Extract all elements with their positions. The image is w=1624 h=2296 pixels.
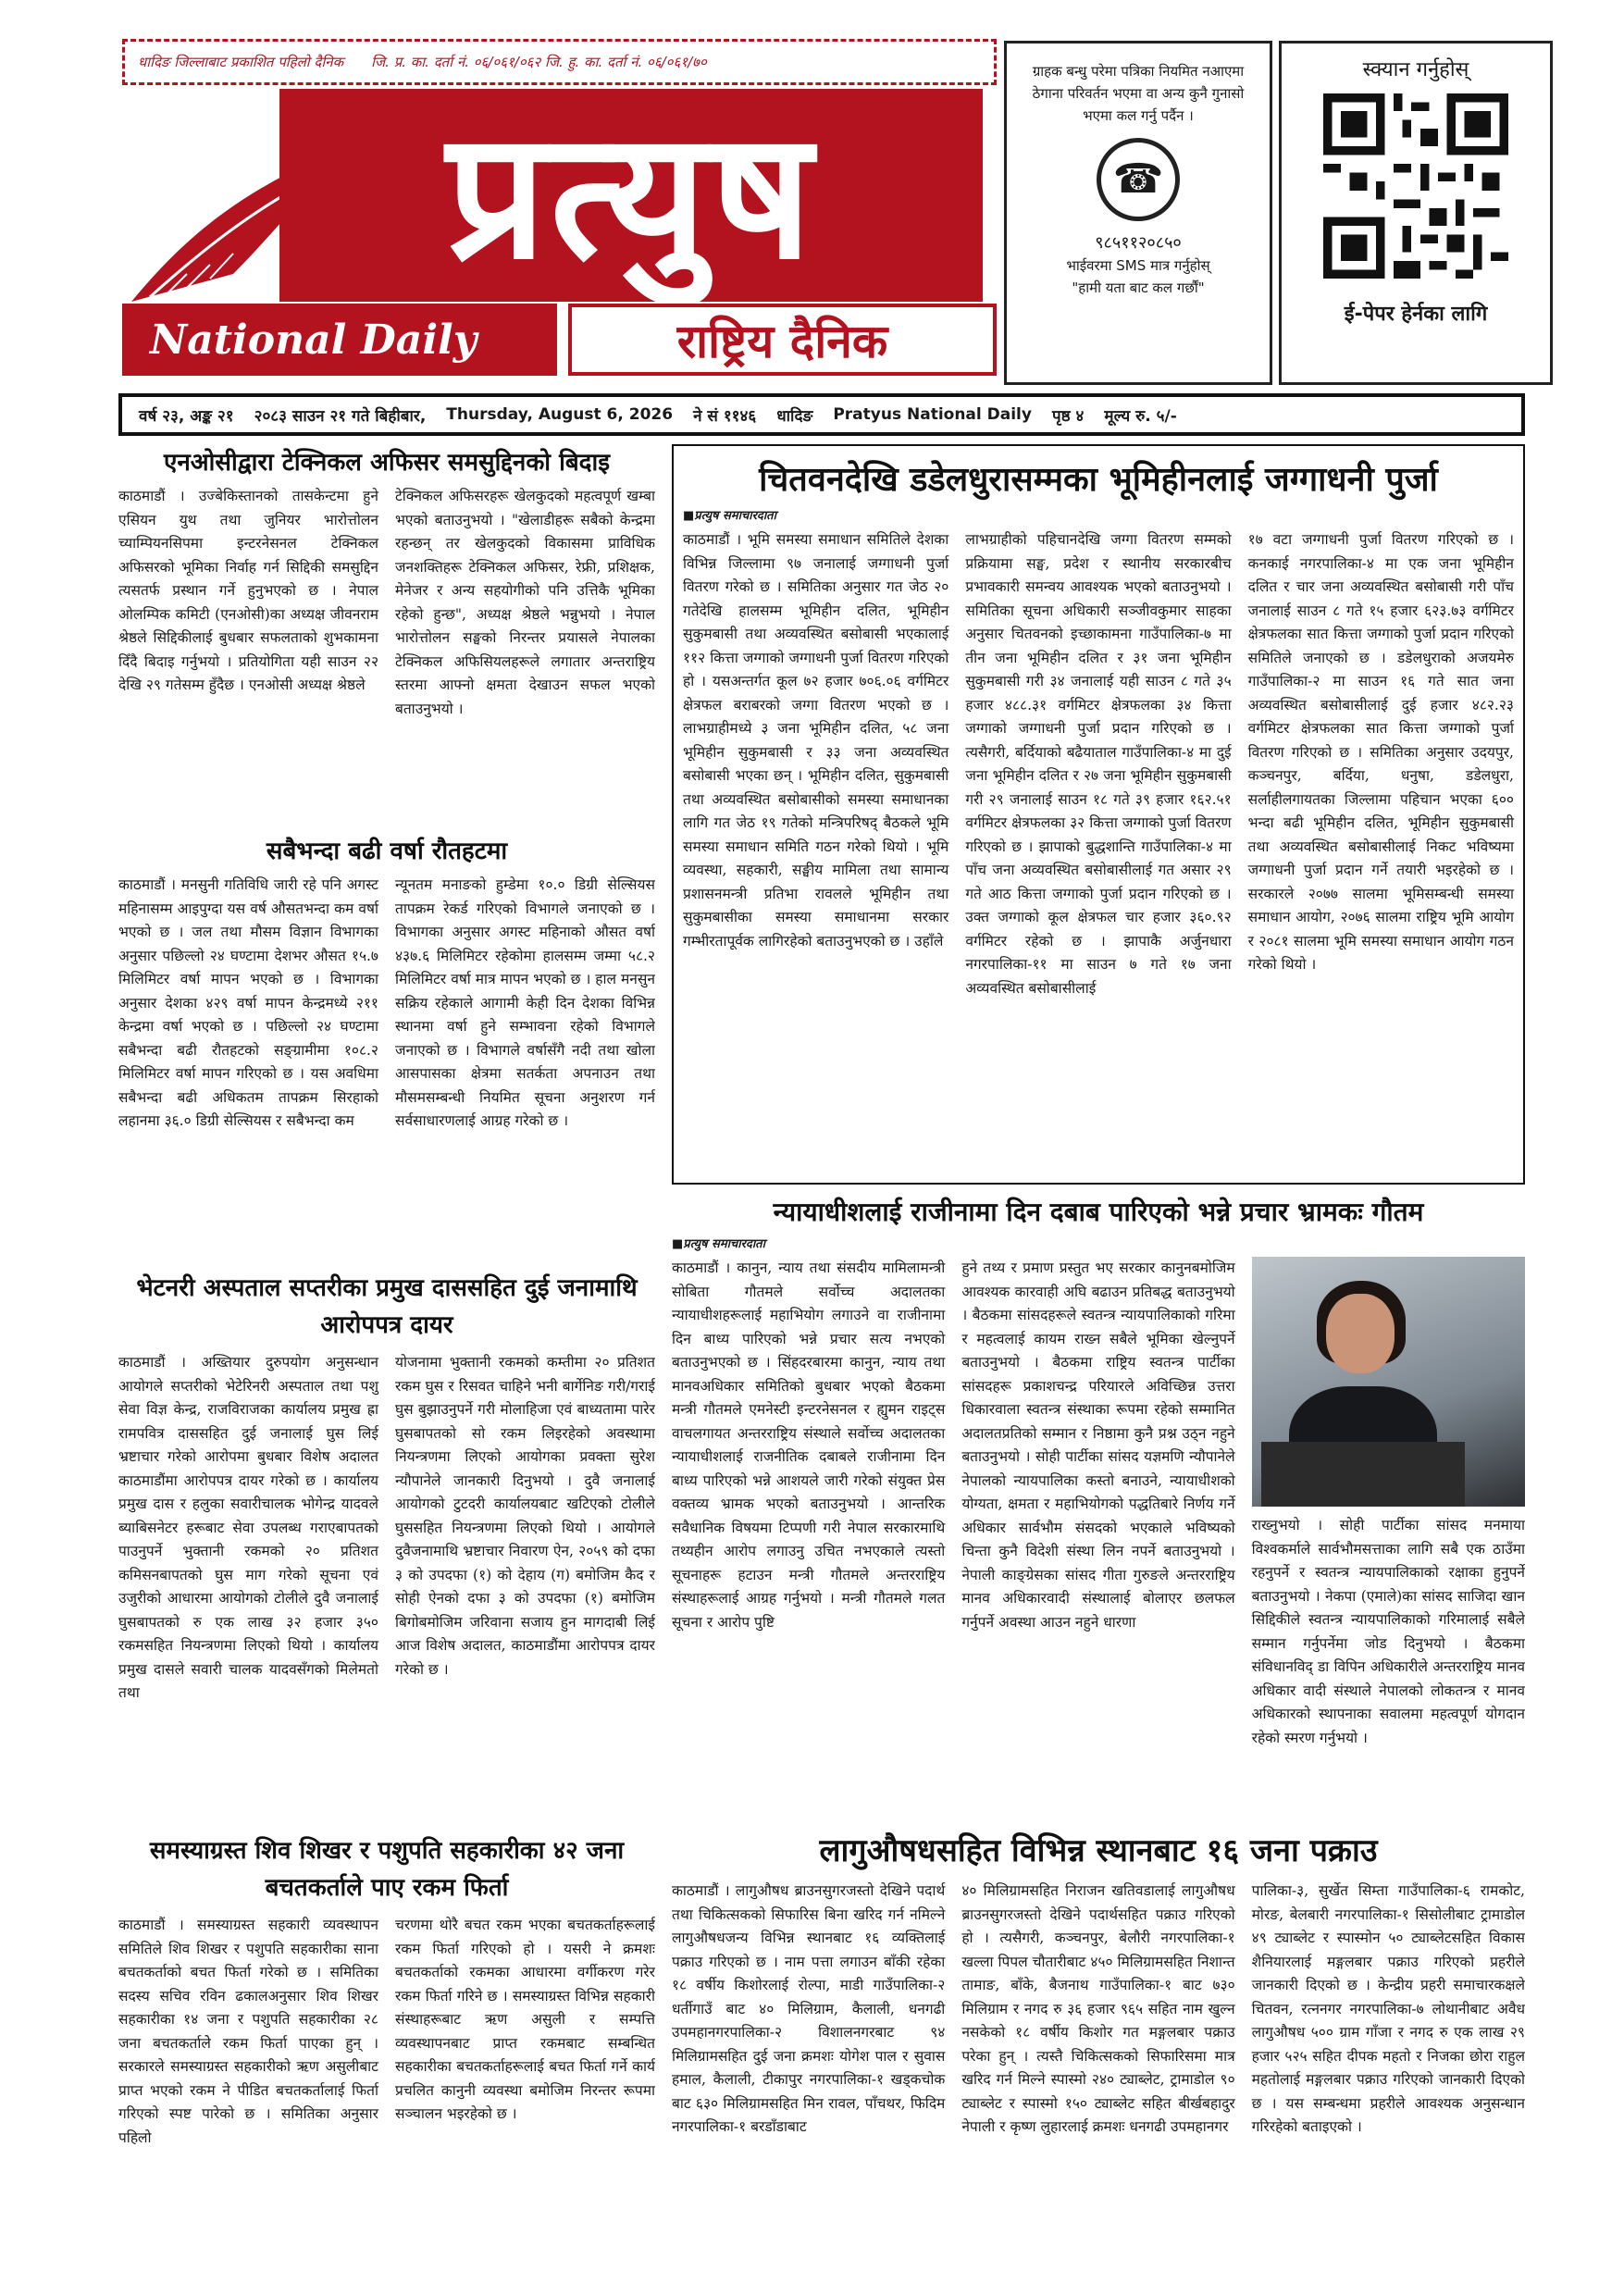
article-column: काठमाडौं । भूमि समस्या समाधान समितिले देशका विभिन्न जिल्लामा ९७ जनालाई जग्गाधनी पुर्जा वितरण गरेको छ । समितिका अनुसार गत जेठ २० गतेदेखि हालसम्म भूमिहीन दलित, भूमिहीन सुकुमबासी तथा अव्यवस्थित बसोबासी भएकालाई ११२ कित्ता जग्गाको जग्गाधनी पुर्जा वितरण गरिएको हो । यसअन्तर्गत कूल ७२ हजार ७०६.०६ वर्गमिटर क्षेत्रफल बराबरको जग्गा वितरण भएको छ । लाभग्राहीमध्ये ३ जना भूमिहीन दलित, ५८ जना भूमिहीन सुकुमबासी र ३३ जना अव्यवस्थित बसोबासी भएका छन् । भूमिहीन दलित, सुकुमबासी तथा अव्यवस्थित बसोबासीको समस्या समाधानका लागि गत जेठ १९ गतेको मन्त्रिपरिषद् बैठकले भूमि समस्या समाधान समिति गठन गरेको थियो । भूमि व्यवस्था, सहकारी, सङ्घीय मामिला तथा सामान्य प्रशासनमन्त्री प्रतिभा रावलले भूमिहीन तथा सुकुमबासीका समस्या समाधानमा सरकार गम्भीरतापूर्वक लागिरहेको बताउनुभएको छ । उहाँले xyxy=(683,531,949,949)
masthead-tagline: धादिङ जिल्लाबाट प्रकाशित पहिलो दैनिक xyxy=(138,54,344,70)
dateline-bar xyxy=(118,393,1525,436)
qr-caption: ई-पेपर हेर्नका लागि xyxy=(1344,303,1488,326)
qr-panel xyxy=(1279,41,1553,385)
article-column: ४० मिलिग्रामसहित निराजन खतिवडालाई लागुऔषध ब्राउनसुगरजस्तो देखिने पदार्थसहित पक्राउ गरिएको हो । त्यसैगरी, कञ्चनपुर, बेलौरी नगरपालिका-१ खल्ला पिपल चौतारीबाट ४५० मिलिग्रामसहित निशान्त तामाङ, बाँके, बैजनाथ गाउँपालिका-१ बाट ७३० मिलिग्राम र नगद रु ३६ हजार ९६५ सहित नाम खुल्न नसकेको १८ वर्षीय किशोर गत मङ्गलबार पक्राउ परेका हुन् । त्यस्तै चिकित्सकको सिफारिसमा मात्र खरिद गर्न मिल्ने स्पास्मो २४० ट्याब्लेट, ट्रामाडोल ९० ट्याब्लेट र स्पास्मो १५० ट्याब्लेट सहित बीर्खबहादुर नेपाली र कृष्ण लुहारलाई क्रमशः धनगढी उपमहानगर xyxy=(961,1882,1235,2135)
article-judges-pressure xyxy=(672,1194,1525,1823)
article-column: टेक्निकल अफिसरहरू खेलकुदको महत्वपूर्ण खम्बा भएको बताउनुभयो । "खेलाडीहरू सबैको केन्द्रमा रहन्छन् तर खेलकुदको विकासमा प्राविधिक जनशक्तिहरू टेक्निकल अफिसर, रेफ्री, प्रशिक्षक, मेनेजर र अन्य सहयोगीको पनि उत्तिकै भूमिका रहेको हुन्छ", अध्यक्ष श्रेष्ठले भन्नुभयो । नेपाल भारोत्तोलन सङ्घको निरन्तर प्रयासले नेपालका टेक्निकल अफिसियलहरूले लगातार अन्तराष्ट्रिय स्तरमा आफ्नो क्षमता देखाउन सफल भएको बताउनुभयो । xyxy=(395,488,655,717)
qr-code-icon[interactable] xyxy=(1323,93,1508,279)
article-headline[interactable]: सबैभन्दा बढी वर्षा रौतहटमा xyxy=(266,838,508,865)
article-headline[interactable]: न्यायाधीशलाई राजीनामा दिन दबाब पारिएको भन्ने प्रचार भ्रामकः गौतम xyxy=(773,1197,1424,1227)
article-byline: ■ प्रत्युष समाचारदाता xyxy=(672,1235,1525,1251)
article-column: योजनामा भुक्तानी रकमको कम्तीमा २० प्रतिशत रकम घुस र रिसवत चाहिने भनी बार्गेनिङ गरी/गराई घुस बुझाउनुपर्ने गरी मोलाहिजा एवं बाध्यतामा पारेर घुसबापतको सो रकम लिइरहेको अवस्थामा नियन्त्रणमा लिएको आयोगका प्रवक्ता सुरेश न्यौपानेले जानकारी दिनुभयो । दुवै जनालाई आयोगको टुटदरी कार्यालयबाट खटिएको टोलीले घुससहित नियन्त्रणमा लिएको थियो । आयोगले दुवैजनामाथि भ्रष्टाचार निवारण ऐन, २०५९ को दफा ३ को उपदफा (१) को देहाय (ग) बमोजिम कैद र सोही ऐनको दफा ३ को उपदफा (१) बमोजिम बिगोबमोजिम जरिवाना सजाय हुन मागदाबी लिई आज विशेष अदालत, काठमाडौंमा आरोपपत्र दायर गरेको छ । xyxy=(395,1354,655,1678)
article-headline[interactable]: एनओसीद्वारा टेक्निकल अफिसर समसुद्दिनको बिदाइ xyxy=(164,449,610,477)
masthead xyxy=(111,35,1555,387)
article-byline: ■ प्रत्युष समाचारदाता xyxy=(683,506,1514,523)
article-column: काठमाडौं । मनसुनी गतिविधि जारी रहे पनि अगस्ट महिनासम्म आइपुग्दा यस वर्ष औसतभन्दा कम वर्षा भएको छ । जल तथा मौसम विज्ञान विभागका अनुसार पछिल्लो २४ घण्टामा देशभर औसत १५.७ मिलिमिटर वर्षा मापन भएको छ । विभागका अनुसार देशका ४२९ वर्षा मापन केन्द्रमध्ये २११ केन्द्रमा वर्षा भएको छ । पछिल्लो २४ घण्टामा सबैभन्दा बढी रौतहटको सङ्ग्रामीमा १०८.२ मिलिमिटर वर्षा मापन गरिएको छ । यस अवधिमा सबैभन्दा बढी अधिकतम तापक्रम सिरहाको लहानमा ३६.० डिग्री सेल्सियस र सबैभन्दा कम xyxy=(118,876,378,1129)
minister-photo xyxy=(1252,1257,1525,1507)
qr-title: स्क्यान गर्नुहोस् xyxy=(1362,58,1469,81)
article-drug-arrests xyxy=(672,1828,1525,2272)
viber-note: भाईवरमा SMS मात्र गर्नुहोस् xyxy=(1066,257,1210,274)
logo-banner xyxy=(122,304,997,376)
article-column: हुने तथ्य र प्रमाण प्रस्तुत भए सरकार कानुनबमोजिम आवश्यक कारवाही अघि बढाउन प्रतिबद्ध बताउनुभयो । बैठकमा सांसदहरूले स्वतन्त्र न्यायपालिकाको गरिमा र महत्वलाई कायम राख्न सबैले भूमिका खेल्नुपर्ने बताउनुभयो । बैठकमा राष्ट्रिय स्वतन्त्र पार्टीका सांसदहरू प्रकाशचन्द्र परियारले अविच्छिन्न उत्तरा धिकारवाला स्वतन्त्र संस्थाका रूपमा रहेको सम्मानित अदालतप्रतिको सम्मान र निष्ठामा कुनै प्रश्न उठ्न नहुने बताउनुभयो । सोही पार्टीका सांसद यज्ञमणि न्यौपानेले नेपालको न्यायपालिका कस्तो बनाउने, न्यायाधीशको योग्यता, क्षमता र महाभियोगको पद्धतिबारे निर्णय गर्ने अधिकार सार्वभौम संसदको भएकाले भविष्यको चिन्ता कुनै विदेशी संस्था लिन नपर्ने बताउनुभयो । नेपाली काङ्ग्रेसका सांसद गीता गुरुङले अन्तरराष्ट्रिय मानव अधिकारवादी संस्थालाई बोलाएर छलफल गर्नुपर्ने अवस्था आउन नहुने धारणा xyxy=(961,1260,1235,1631)
paper-name: Pratyus National Daily xyxy=(833,405,1032,424)
registration-number: जि. प्र. का. दर्ता नं. ०६/०६१/०६२ जि. हु. का. दर्ता नं. ०६/०६१/७० xyxy=(371,54,707,70)
article-column: काठमाडौं । समस्याग्रस्त सहकारी व्यवस्थापन समितिले शिव शिखर र पशुपति सहकारीका साना बचतकर्ताको बचत फिर्ता गरेको छ । समितिका सदस्य सचिव रविन ढकालअनुसार शिव शिखर सहकारीका १४ जना र पशुपति सहकारीका २८ जना बचतकर्तालेे रकम फिर्ता पाएका हुन् । सरकारले समस्याग्रस्त सहकारीको ऋण असुलीबाट प्राप्त भएको रकम ने पीडित बचतकर्तालाई फिर्ता गरिएको स्पष्ट पारेको छ । समितिका अनुसार पहिलो xyxy=(118,1917,378,2146)
registration-line xyxy=(122,39,997,85)
logo-name: प्रत्युष xyxy=(279,89,983,302)
price: मूल्य रु. ५/- xyxy=(1104,406,1177,426)
article-rainfall xyxy=(118,833,655,1268)
article-column: काठमाडौं । लागुऔषध ब्राउनसुगरजस्तो देखिने पदार्थ तथा चिकित्सकको सिफारिस बिना खरिद गर्न नमिल्ने लागुऔषधजन्य विभिन्न स्थानबाट १६ व्यक्तिलाई पक्राउ गरिएको छ । नाम पत्ता लगाउन बाँकी रहेका १८ वर्षीय किशोरलाई रोल्पा, माडी गाउँपालिका-२ धर्तीगाउँ बाट ४० मिलिग्राम, कैलाली, धनगढी उपमहानगरपालिका-२ विशालनगरबाट ९४ मिलिग्रामसहित दुई जना क्रमशः योगेश पाल र सुवास हमाल, कैलाली, टीकापुर नगरपालिका-१ खड्कचोक बाट ६३० मिलिग्रामसहित मिन रावल, पाँचथर, फिदिम नगरपालिका-१ बरडाँडाबाट xyxy=(672,1882,946,2135)
notice-phone: ९८५११२०८५० xyxy=(1095,233,1182,253)
article-column: १७ वटा जग्गाधनी पुर्जा वितरण गरिएको छ । कनकाई नगरपालिका-४ मा एक जना भूमिहीन दलित र चार जना अव्यवस्थित बसोबासी गरी पाँच जनालाई साउन ८ गते १५ हजार ६२३.७३ वर्गमिटर क्षेत्रफलका सात कित्ता जग्गाको पुर्जा प्रदान गरिएको समितिले जनाएको छ । डडेलधुराको अजयमेरु गाउँपालिका-२ मा साउन १६ गते सात जना अव्यवस्थित बसोबासीलाई दुई हजार ४८२.२३ वर्गमिटर क्षेत्रफलका सात कित्ता जग्गाको पुर्जा वितरण गरिएको छ । समितिका अनुसार उदयपुर, कञ्चनपुर, बर्दिया, धनुषा, डडेलधुरा, सर्लाहीलगायतका जिल्लामा पहिचान भएका ६०० भन्दा बढी भूमिहीन दलित, भूमिहीन सुकुमबासी तथा अव्यवस्थित बसोबासीलाई निकट भविष्यमा जग्गाधनी पुर्जा प्रदान गर्ने तयारी भइरहेको छ । सरकारले २०७७ सालमा भूमिसम्बन्धी समस्या समाधान आयोग, २०७६ सालमा राष्ट्रिय भूमि आयोग र २०८१ सालमा भूमि समस्या समाधान आयोग गठन गरेको थियो । xyxy=(1247,531,1514,973)
notice-text: ग्राहक बन्धु परेमा पत्रिका नियमित नआएमा ठेगाना परिवर्तन भएमा वा अन्य कुनै गुनासो भएमा कल गर्नु पर्दैन । xyxy=(1032,63,1245,124)
nepal-sambat: ने सं ११४६ xyxy=(693,406,757,426)
newspaper-logo xyxy=(122,89,997,385)
article-column-text: राख्नुभयो । सोही पार्टीका सांसद मनमाया विश्वकर्माले सार्वभौमसत्ताका लागि सबै एक ठाउँमा रहनुपर्ने र स्वतन्त्र न्यायपालिकाको रक्षाका हुनुपर्ने बताउनुभयो । नेकपा (एमाले)का सांसद साजिदा खान सिद्दिकीले स्वतन्त्र न्यायपालिकाको गरिमालाई सबैले सम्मान गर्नुपर्नेमा जोड दिनुभयो । बैठकमा संविधानविद् डा विपिन अधिकारीले अन्तरराष्ट्रिय मानव अधिकार वादी संस्थाले नेपालको लोकतन्त्र र मानव अधिकारको स्थापनाका सवालमा महत्वपूर्ण योगदान रहेको स्मरण गर्नुभयो । xyxy=(1251,1517,1525,1746)
article-headline[interactable]: चितवनदेखि डडेलधुरासम्मका भूमिहीनलाई जग्गाधनी पुर्जा xyxy=(759,461,1438,499)
notice-quote: "हामी यता बाट कल गर्छौं" xyxy=(1072,279,1205,296)
article-land-ownership xyxy=(672,444,1525,1185)
article-column: काठमाडौं । अख्तियार दुरुपयोग अनुसन्धान आयोगले सप्तरीको भेटेरिनरी अस्पताल तथा पशु सेवा विज्ञ केन्द्र, राजविराजका कार्यालय प्रमुख ह्रा रामपवित्र दाससहित दुई जनालाई घुस लिई भ्रष्टाचार गरेको आरोपमा बुधबार विशेष अदालत काठमाडौंमा आरोपपत्र दायर गरेको छ । कार्यालय प्रमुख दास र हलुका सवारीचालक भोगेन्द्र यादवले ब्याबिसनेटर हरूबाट सेवा उपलब्ध गराएबापतको पाउनुपर्ने भुक्तानी रकमको २० प्रतिशत कमिसनबापतको घुस माग गरेको सूचना एवं उजुरीको आधारमा आयोगको टोलीले दुवै जनालाई घुसबापतको रु एक लाख ३२ हजार ३५० रकमसहित नियन्त्रणमा लिएको थियो । कार्यालय प्रमुख दासले सवारी चालक यादवसँगको मिलेमतो तथा xyxy=(118,1354,378,1701)
publish-place: धादिङ xyxy=(776,406,813,426)
page-number: पृष्ठ ४ xyxy=(1051,406,1085,426)
article-column xyxy=(1252,1257,1525,1750)
subscriber-notice xyxy=(1004,41,1272,385)
article-headline[interactable]: लागुऔषधसहित विभिन्न स्थानबाट १६ जना पक्राउ xyxy=(819,1832,1378,1869)
article-cooperative-refund xyxy=(118,1832,655,2267)
article-column: न्यूनतम मनाङको हुम्डेमा १०.० डिग्री सेल्सियस तापक्रम रेकर्ड गरिएको विभागले जनाएको छ । विभागका अनुसार अगस्ट महिनाको औसत वर्षा ४३७.६ मिलिमिटर रहेकोमा हालसम्म जम्मा ५८.२ मिलिमिटर वर्षा मात्र मापन भएको छ । हाल मनसुन सक्रिय रहेकाले आगामी केही दिन देशका विभिन्न स्थानमा वर्षा हुने सम्भावना रहेको विभागले जनाएको छ । विभागले वर्षासँगै नदी तथा खोला आसपासका क्षेत्रमा सतर्कता अपनाउन तथा मौसमसम्बन्धी नियमित सूचना अनुशरण गर्न सर्वसाधारणलाई आग्रह गरेको छ । xyxy=(395,876,655,1129)
article-column: काठमाडौं । उज्बेकिस्तानको तासकेन्टमा हुने एसियन युथ तथा जुनियर भारोत्तोलन च्याम्पियनसिपमा इन्टरनेसनल टेक्निकल अफिसरको भूमिका निर्वाह गर्न सिद्दिकी समसुद्दिन त्यसतर्फ प्रस्थान गर्ने हुनुभएको छ । नेपाल ओलम्पिक कमिटी (एनओसी)का अध्यक्ष जीवनराम श्रेष्ठले सिद्दिकीलाई बुधबार सफलताको शुभकामना दिँदै बिदाइ गर्नुभयो । प्रतियोगिता यही साउन २२ देखि २९ गतेसम्म हुँदैछ । एनओसी अध्यक्ष श्रेष्ठले xyxy=(118,488,378,693)
date-english: Thursday, August 6, 2026 xyxy=(446,405,674,424)
viber-phone-icon: ☎ xyxy=(1097,138,1180,221)
article-veterinary-charge xyxy=(118,1270,655,1825)
article-noc-farewell xyxy=(118,444,655,833)
national-daily-label: National Daily xyxy=(122,304,557,376)
rastriya-dainik-label: राष्ट्रिय दैनिक xyxy=(568,304,997,376)
date-nepali: २०८३ साउन २१ गते बिहीबार, xyxy=(254,406,427,426)
article-column: काठमाडौं । कानुन, न्याय तथा संसदीय मामिलामन्त्री सोबिता गौतमले सर्वोच्च अदालतका न्यायाधीशहरूलाई महाभियोग लगाउने वा राजीनामा दिन बाध्य पारिएको भन्ने प्रचार सत्य नभएको बताउनुभएको छ । सिंहदरबारमा कानुन, न्याय तथा मानवअधिकार समितिको बुधबार भएको बैठकमा मन्त्री गौतमले एमनेस्टी इन्टरनेसनल र ह्युमन राइट्स वाचलगायत अन्तरराष्ट्रिय संस्थाले सर्वोच्च अदालतका न्यायाधीशलाई राजनीतिक दबाबले राजीनामा दिन बाध्य पारिएको भन्ने आशयले जारी गरेको संयुक्त प्रेस वक्तव्य भ्रामक भएको बताउनुभयो । आन्तरिक सवैधानिक विषयमा टिप्पणी गरी नेपाल सरकारमाथि तथ्यहीन आरोप लगाउनु उचित नभएकाले त्यस्तो सूचनाहरू हटाउन मन्त्री गौतमले अन्तरराष्ट्रिय संस्थाहरूलाई आग्रह गर्नुभयो । मन्त्री गौतमले गलत सूचना र आरोप पुष्टि xyxy=(672,1260,946,1631)
article-column: पालिका-३, सुर्खेत सिम्ता गाउँपालिका-६ रामकोट, मोरङ, बेलबारी नगरपालिका-१ सिसोलीबाट ट्रामाडोल ४९ ट्याब्लेट र स्पास्मोन ५० ट्याब्लेटसहित विकास शैनियारलाई मङ्गलबार पक्राउ गरिएको प्रहरीले जानकारी दिएको छ । केन्द्रीय प्रहरी समाचारकक्षले चितवन, रत्ननगर नगरपालिका-७ लोथानीबाट अवैध लागुऔषध ५०० ग्राम गाँजा र नगद रु एक लाख २९ हजार ५२५ सहित दीपक महतो र निजका छोरा राहुल महतोलाई मङ्गलबार पक्राउ गरिएको जानकारी दिएको छ । यस सम्बन्धमा प्रहरीले आवश्यक अनुसन्धान गरिरहेको बताइएको । xyxy=(1251,1882,1525,2135)
volume-issue: वर्ष २३, अङ्क २१ xyxy=(139,406,234,426)
article-column: चरणमा थोरै बचत रकम भएका बचतकर्ताहरूलाई रकम फिर्ता गरिएको हो । यसरी ने क्रमशः बचतकर्ताको रकमका आधारमा वर्गीकरण गरेर रकम फिर्ता गरिने छ । समस्याग्रस्त विभिन्न सहकारी संस्थाहरूबाट ऋण असुली र सम्पत्ति व्यवस्थापनबाट प्राप्त रकमबाट सम्बन्धित सहकारीका बचतकर्ताहरूलाई बचत फिर्ता गर्ने कार्य प्रचलित कानुनी व्यवस्था बमोजिम निरन्तर रूपमा सञ्चालन भइरहेको छ । xyxy=(395,1917,655,2122)
article-column: लाभग्राहीको पहिचानदेखि जग्गा वितरण सम्मको प्रक्रियामा सङ्घ, प्रदेश र स्थानीय सरकारबीच प्रभावकारी समन्वय आवश्यक भएको बताउनुभयो । समितिका सूचना अधिकारी सञ्जीवकुमार साहका अनुसार चितवनको इच्छाकामना गाउँपालिका-७ मा तीन जना भूमिहीन दलित र ३१ जना भूमिहीन सुकुमबासी गरी ३४ जनालाई यही साउन ८ गते ३५ हजार ४८८.३१ वर्गमिटर क्षेत्रफलका ३४ कित्ता जग्गाको जग्गाधनी पुर्जा प्रदान गरिएको छ । त्यसैगरी, बर्दियाको बढैयाताल गाउँपालिका-४ मा दुई जना भूमिहीन दलित र २७ जना भूमिहीन सुकुमबासी गरी २९ जनालाई साउन १८ गते ३९ हजार १६२.५१ वर्गमिटर क्षेत्रफलका ३२ कित्ता जग्गाको पुर्जा वितरण गरिएको छ । झापाको बुद्धशान्ति गाउँपालिका-४ मा पाँच जना अव्यवस्थित बसोबासीलाई गत असार २९ गते आठ कित्ता जग्गाको पुर्जा प्रदान गरिएको छ । उक्त जग्गाको कूल क्षेत्रफल चार हजार ३६०.९२ वर्गमिटर रहेको छ । झापाकै अर्जुनधारा नगरपालिका-११ मा साउन ७ गते १७ जना अव्यवस्थित बसोबासीलाई xyxy=(965,531,1232,997)
article-headline[interactable]: समस्याग्रस्त शिव शिखर र पशुपति सहकारीका ४२ जना बचतकर्ताले पाए रकम फिर्ता xyxy=(149,1837,625,1902)
article-headline[interactable]: भेटनरी अस्पताल सप्तरीका प्रमुख दाससहित दुई जनामाथि आरोपपत्र दायर xyxy=(136,1274,638,1339)
